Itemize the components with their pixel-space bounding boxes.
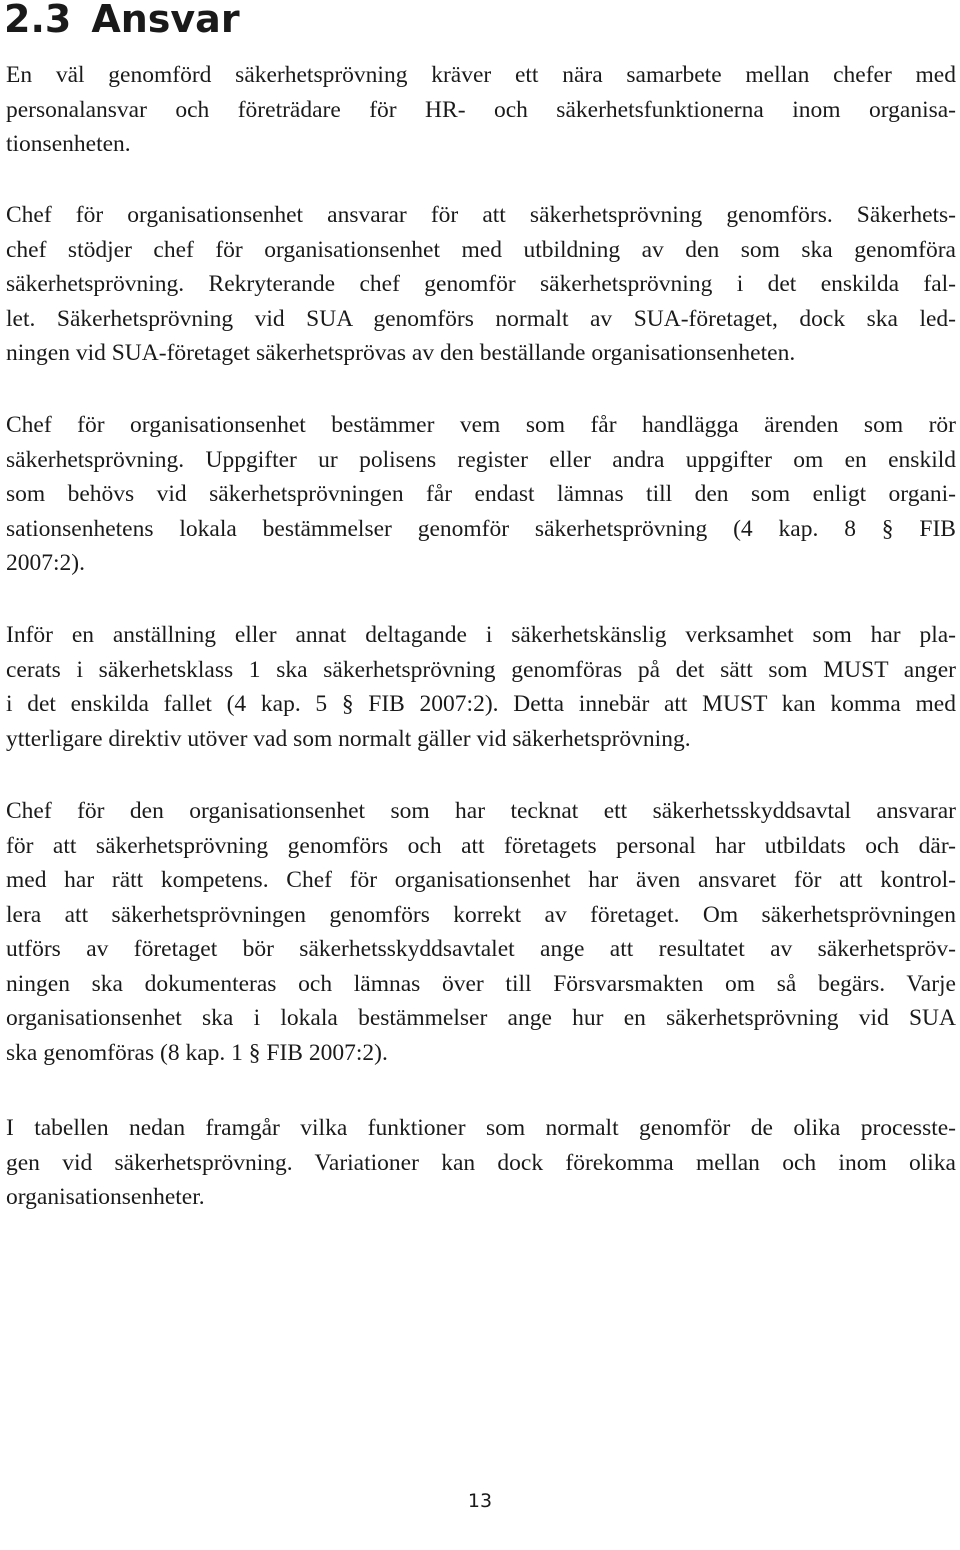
text-line: organisationsenhet ska i lokala bestämmelser ange hur en säkerhetsprövning vid SUA: [6, 1005, 956, 1031]
text-line: ningen vid SUA-företaget säkerhetsprövas av den beställande organisationsenheten.: [6, 340, 796, 366]
section-heading: [4, 0, 240, 44]
text-line: ska genomföras (8 kap. 1 § FIB 2007:2).: [6, 1039, 388, 1066]
text-line: i det enskilda fallet (4 kap. 5 § FIB 2007:2). Detta innebär att MUST kan komma med: [6, 691, 956, 717]
paragraph-sakerhetsskyddsavtal: [6, 794, 956, 1070]
text-line: som behövs vid säkerhetsprövningen får endast lämnas till den som enligt organi-: [6, 481, 956, 507]
text-line: utförs av företaget bör säkerhetsskyddsavtalet ange att resultatet av säkerhetspröv-: [6, 936, 956, 962]
text-line: personalansvar och företrädare för HR- och säkerhetsfunktionerna inom organisa-: [6, 96, 956, 123]
text-line: chef stödjer chef för organisationsenhet med utbildning av den som ska genomföra: [6, 236, 956, 263]
paragraph-tabell-intro: [6, 1111, 956, 1215]
text-line: let. Säkerhetsprövning vid SUA genomförs normalt av SUA-företaget, dock ska led-: [6, 305, 956, 332]
text-line: sationsenhetens lokala bestämmelser genomför säkerhetsprövning (4 kap. 8 § FIB: [6, 515, 956, 542]
text-line: I tabellen nedan framgår vilka funktioner som normalt genomför de olika processte-: [6, 1115, 956, 1141]
text-line: Chef för organisationsenhet bestämmer vem som får handlägga ärenden som rör: [6, 412, 956, 438]
text-line: säkerhetsprövning. Rekryterande chef genomför säkerhetsprövning i det enskilda fal-: [6, 271, 956, 297]
text-line: En väl genomförd säkerhetsprövning kräver ett nära samarbete mellan chefer med: [6, 62, 956, 88]
text-line: Inför en anställning eller annat deltagande i säkerhetskänslig verksamhet som har pla-: [6, 622, 956, 648]
paragraph-intro: [6, 58, 956, 162]
text-line: ytterligare direktiv utöver vad som normalt gäller vid säkerhetsprövning.: [6, 725, 691, 752]
paragraph-handlaggning: [6, 408, 956, 581]
paragraph-chef-ansvar: [6, 198, 956, 371]
page-number: 13: [467, 1490, 493, 1512]
text-line: för att säkerhetsprövning genomförs och att företagets personal har utbildats och där-: [6, 832, 956, 859]
text-line: tionsenheten.: [6, 131, 131, 157]
section-title: Ansvar: [91, 0, 240, 41]
text-line: cerats i säkerhetsklass 1 ska säkerhetsprövning genomföras på det sätt som MUST anger: [6, 656, 956, 683]
text-line: Chef för den organisationsenhet som har tecknat ett säkerhetsskyddsavtal ansvarar: [6, 798, 956, 824]
text-line: Chef för organisationsenhet ansvarar för att säkerhetsprövning genomförs. Säkerhets-: [6, 202, 956, 228]
text-line: 2007:2).: [6, 550, 85, 576]
paragraph-sakerhetsklass: [6, 618, 956, 756]
text-line: med har rätt kompetens. Chef för organisationsenhet har även ansvaret för att kontrol-: [6, 867, 956, 893]
text-line: ningen ska dokumenteras och lämnas över till Försvarsmakten om så begärs. Varje: [6, 970, 956, 997]
text-line: organisationsenheter.: [6, 1184, 205, 1210]
text-line: gen vid säkerhetsprövning. Variationer kan dock förekomma mellan och inom olika: [6, 1149, 956, 1176]
text-line: lera att säkerhetsprövningen genomförs korrekt av företaget. Om säkerhetsprövningen: [6, 901, 956, 928]
text-line: säkerhetsprövning. Uppgifter ur polisens register eller andra uppgifter om en enskild: [6, 446, 956, 473]
section-number: 2.3: [4, 0, 72, 41]
